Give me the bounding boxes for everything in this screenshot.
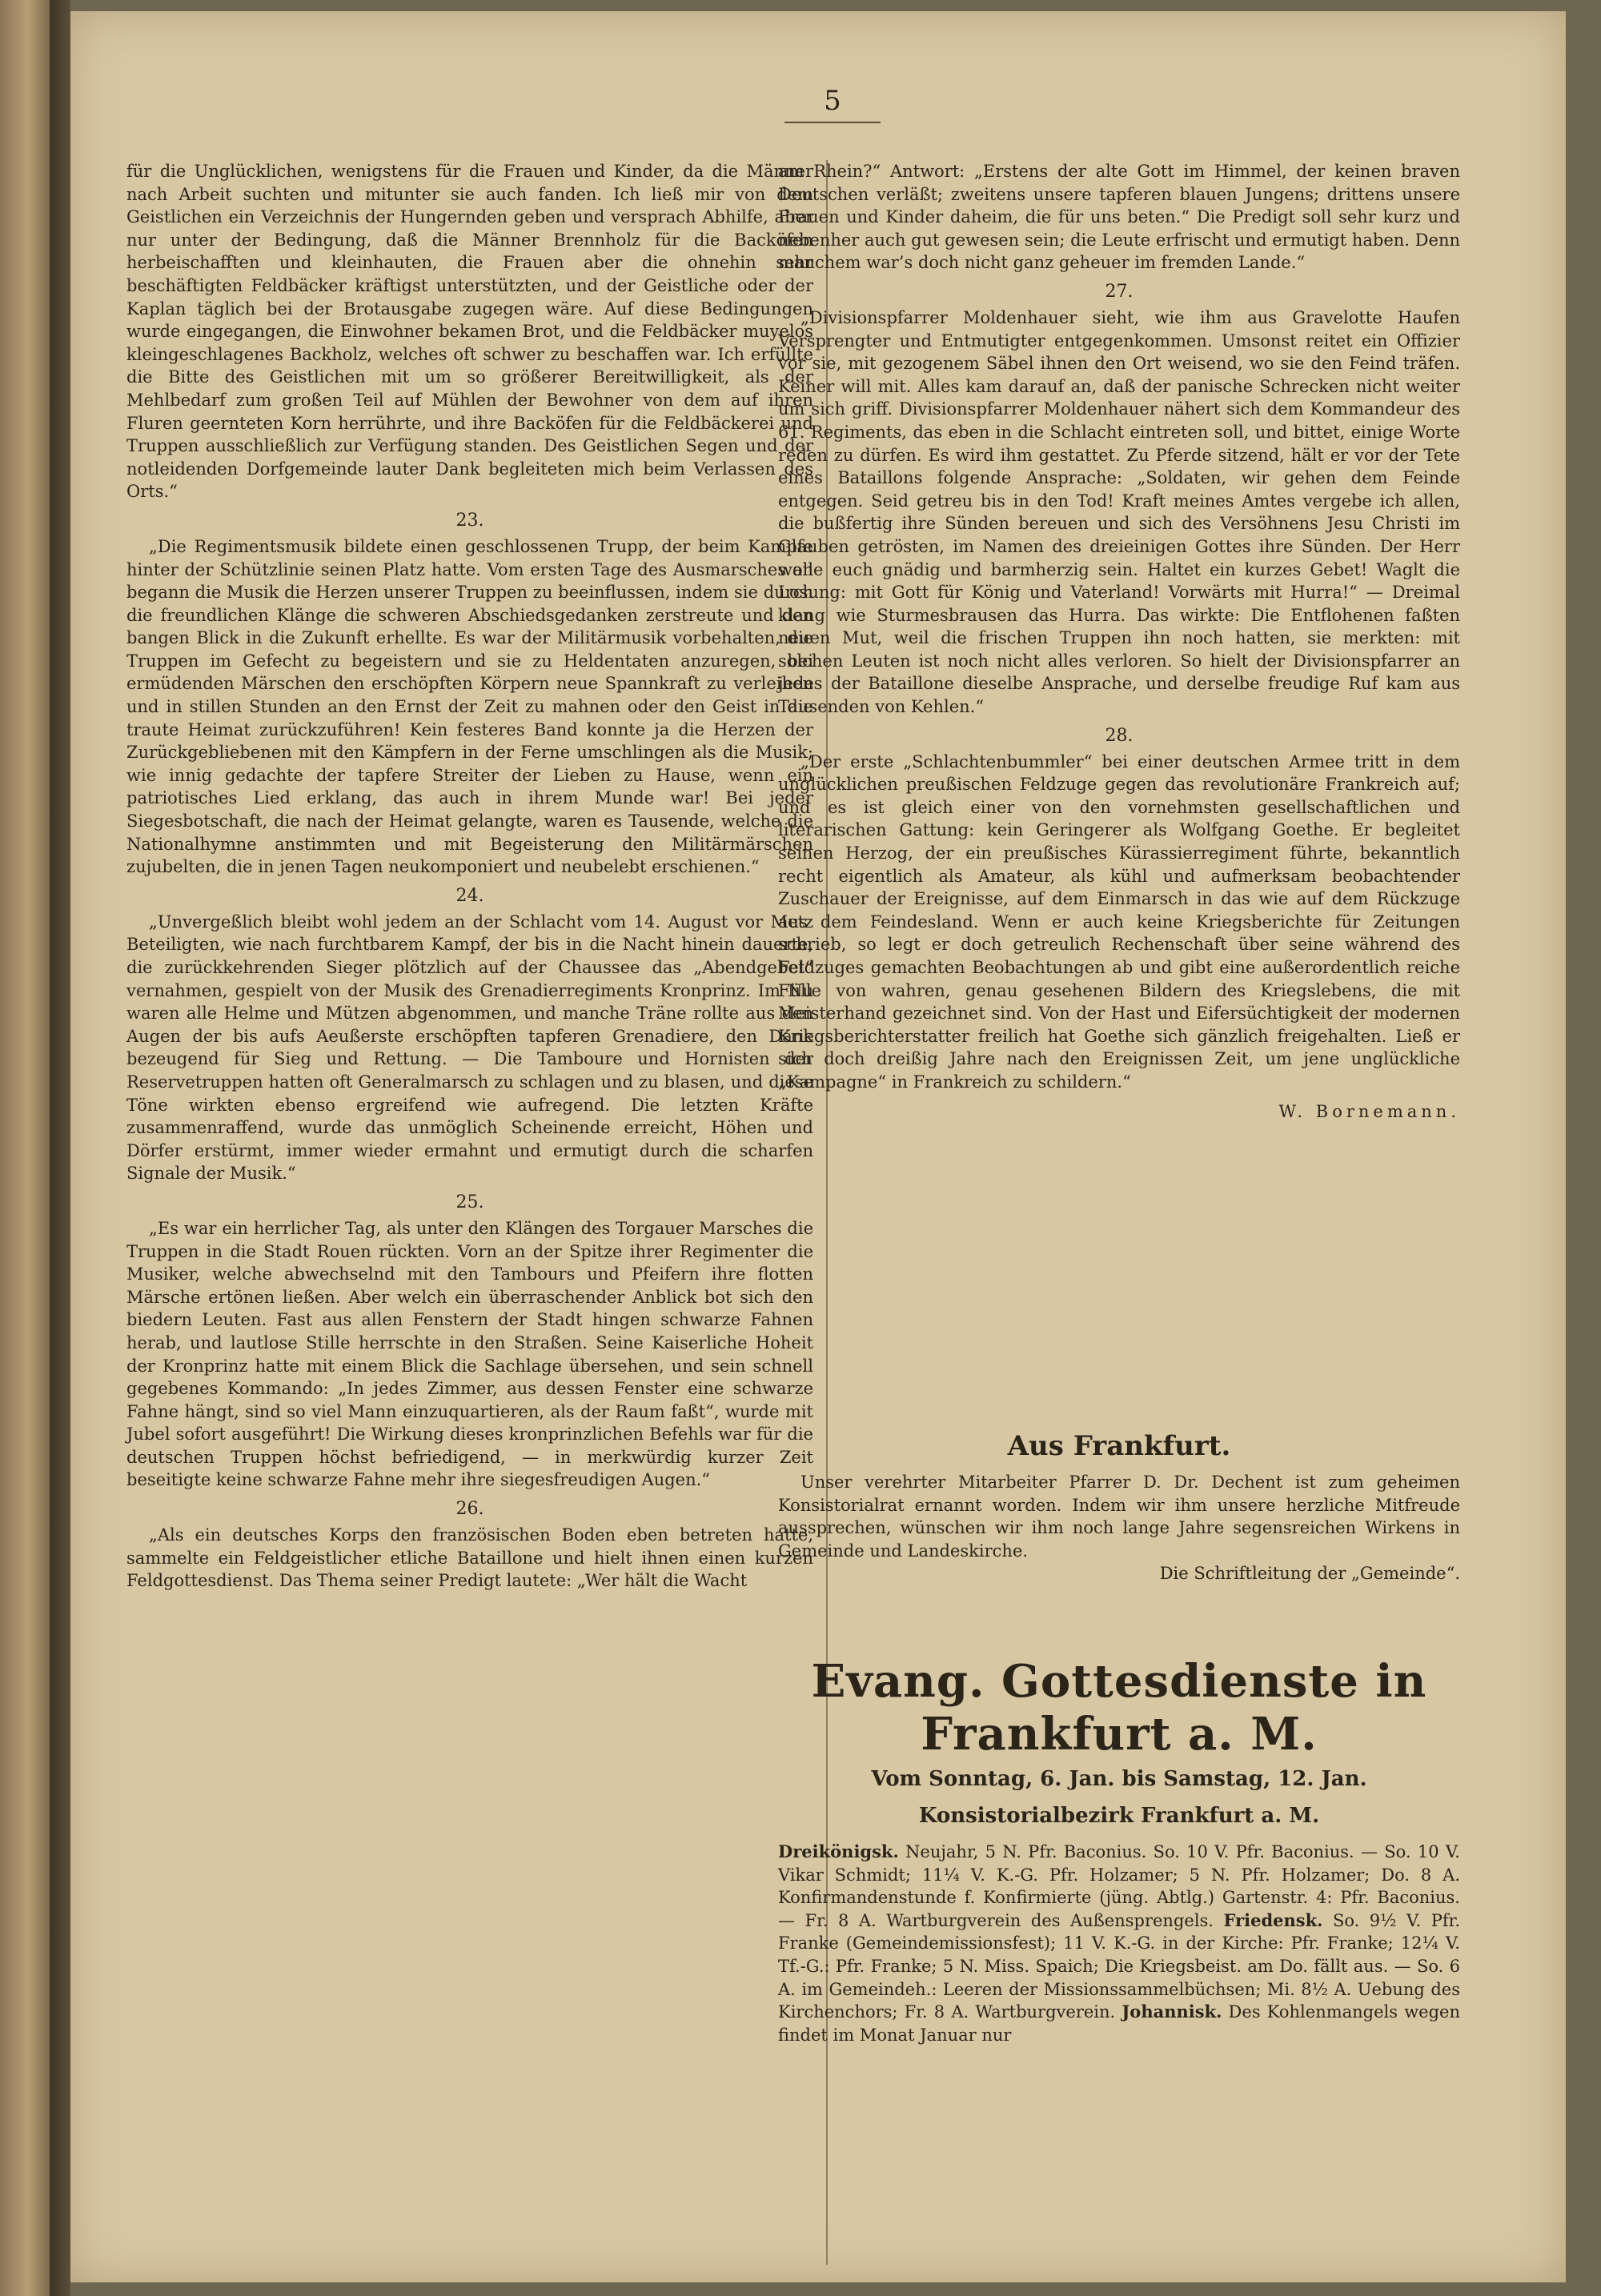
article-paragraph: „Als ein deutsches Korps den französischen Boden eben betreten hatte, sammelte ein Feldgeistlicher etliche Bataillone und hielt ihnen einen kurzen Feldgottesdienst. Das Thema seiner Predigt lautete: „Wer hält die Wacht: [126, 1525, 813, 1591]
aus-frankfurt-section: [778, 1429, 1460, 1585]
section-number: 24.: [455, 885, 484, 906]
service-times: Neujahr, 5 N. Pfr. Baconius. So. 10 V. Pfr. Baconius. — So. 10 V. Vikar Schmidt; 11¼ V. K.-G. Pfr. Holzamer; 5 N. Pfr. Holzamer; Do. 8 A. Konfirmandenstunde f. Konfirmierte (jüng. Abtlg.) Gartenstr. 4: Pfr. Baconius. — Fr. 8 A. Wartburgverein des Außensprengels.: [778, 1842, 1460, 1930]
services-date-range: Vom Sonntag, 6. Jan. bis Samstag, 12. Jan.: [871, 1767, 1367, 1791]
book-gutter: [50, 0, 70, 2296]
article-paragraph: „Die Regimentsmusik bildete einen geschlossenen Trupp, der beim Kampfe hinter der Schützlinie seinen Platz hatte. Vom ersten Tage des Ausmarsches an begann die Musik die Herzen unserer Truppen zu beeinflussen, indem sie durch die freundlichen Klänge die schweren Abschiedsgedanken zerstreute und den bangen Blick in die Zukunft erhellte. Es war der Militärmusik vorbehalten, die Truppen im Gefecht zu begeistern und sie zu Heldentaten anzuregen, bei ermüdenden Märschen den erschöpften Körpern neue Spannkraft zu verleihen und in stillen Stunden an den Ernst der Zeit zu mahnen oder den Geist in die traute Heimat zurückzuführen! Kein festeres Band konnte ja die Herzen der Zurückgebliebenen mit den Kämpfern in der Ferne umschlingen als die Musik; wie innig gedachte der tapfere Streiter der Lieben zu Hause, wenn ein patriotisches Lied erklang, das auch in ihrem Munde war! Bei jeder Siegesbotschaft, die nach der Heimat gelangte, waren es Tausende, welche die Nationalhymne anstimmten und mit Begeisterung den Militärmärschen zujubelten, die in jenen Tagen neukomponiert und neubelebt erschienen.“: [126, 536, 813, 877]
announcement-signature: Die Schriftleitung der „Gemeinde“.: [1159, 1564, 1460, 1584]
services-listing: [778, 1841, 1460, 2046]
section-number: 25.: [455, 1192, 484, 1212]
page-number: 5: [824, 85, 841, 117]
section-number: 26.: [455, 1499, 484, 1520]
section-heading: Aus Frankfurt.: [1007, 1430, 1231, 1462]
right-column: [778, 160, 1460, 1121]
church-name: Johannisk.: [1122, 2001, 1222, 2022]
page-number-rule: [784, 122, 881, 123]
service-times: So. 9½ V. Pfr. Franke (Gemeindemissionsfest); 11 V. K.-G. in der Kirche: Pfr. Franke; 12¼ V. Tf.-G.: Pfr. Franke; 5 N. Miss. Spaich; Die Kriegsbeist. am Do. fällt aus. — So. 6 A. im Gemeindeh.: Leeren der Missionssammelbüchsen; Mi. 8½ A. Uebung des Kirchenchors; Fr. 8 A. Wartburgverein.: [778, 1910, 1461, 2022]
church-name: Dreikönigsk.: [778, 1841, 899, 1861]
newspaper-page: [70, 11, 1566, 2282]
page-number-header: [768, 85, 897, 123]
section-number: 27.: [1105, 281, 1134, 302]
services-heading: Evang. Gottesdienste in Frankfurt a. M.: [811, 1655, 1427, 1761]
article-paragraph: „Unvergeßlich bleibt wohl jedem an der Schlacht vom 14. August vor Metz Beteiligten, wie nach furchtbarem Kampf, der bis in die Nacht hinein dauerte, die zurückkehrenden Sieger plötzlich auf der Chaussee das „Abendgebet“ vernahmen, gespielt von der Musik des Grenadierregiments Kronprinz. Im Nu waren alle Helme und Mützen abgenommen, und manche Träne rollte aus den Augen der bis aufs Aeußerste erschöpften tapferen Grenadiere, den Dank bezeugend für Sieg und Rettung. — Die Tamboure und Hornisten der Reservetruppen hatten oft Generalmarsch zu schlagen und zu blasen, und diese Töne wirkten ebenso ergreifend wie aufregend. Die letzten Kräfte zusammenraffend, wurde das unmöglich Scheinende erreicht, Höhen und Dörfer erstürmt, immer wieder ermahnt und ermutigt durch die scharfen Signale der Musik.“: [126, 912, 813, 1184]
article-paragraph: für die Unglücklichen, wenigstens für die Frauen und Kinder, da die Männer nach Arbeit suchten und mitunter sie auch fanden. Ich ließ mir von dem Geistlichen ein Verzeichnis der Hungernden geben und versprach Abhilfe, aber nur unter der Bedingung, daß die Männer Brennholz für die Backöfen herbeischafften und kleinhauten, die Frauen aber die ohnehin sehr beschäftigten Feldbäcker kräftigst unterstützten, und der Geistliche oder der Kaplan täglich bei der Brotausgabe zugegen wäre. Auf diese Bedingungen wurde eingegangen, die Einwohner bekamen Brot, und die Feldbäcker muyelos kleingeschlagenes Backholz, welches oft schwer zu beschaffen war. Ich erfüllte die Bitte des Geistlichen mit um so größerer Bereitwilligkeit, als der Mehlbedarf zum großen Teil auf Mühlen der Bewohner von dem auf ihren Fluren geernteten Korn herrührte, und ihre Backöfen für die Feldbäckerei und Truppen ausschließlich zur Verfügung standen. Des Geistlichen Segen und der notleidenden Dorfgemeinde lauter Dank begleiteten mich beim Verlassen des Orts.“: [126, 162, 813, 502]
section-number: 28.: [1105, 725, 1134, 746]
article-paragraph: „Es war ein herrlicher Tag, als unter den Klängen des Torgauer Marsches die Truppen in die Stadt Rouen rückten. Vorn an der Spitze ihrer Regimenter die Musiker, welche abwechselnd mit den Tambours und Pfeifern ihre flotten Märsche ertönen ließen. Aber welch ein überraschender Anblick bot sich den biedern Leuten. Fast aus allen Fenstern der Stadt hingen schwarze Fahnen herab, und lautlose Stille herrschte in den Straßen. Seine Kaiserliche Hoheit der Kronprinz hatte mit einem Blick die Sachlage übersehen, und sein schnell gegebenes Kommando: „In jedes Zimmer, aus dessen Fenster eine schwarze Fahne hängt, sind so viel Mann einzuquartieren, als der Raum faßt“, wurde mit Jubel sofort ausgeführt! Die Wirkung dieses kronprinzlichen Befehls war für die deutschen Truppen höchst befriedigend, — in merkwürdig kurzer Zeit beseitigte keine schwarze Fahne mehr ihre siegesfreudigen Augen.“: [126, 1218, 813, 1490]
article-paragraph: „Der erste „Schlachtenbummler“ bei einer deutschen Armee tritt in dem unglücklichen preußischen Feldzuge gegen das revolutionäre Frankreich auf; und es ist gleich einer von den vornehmsten gesellschaftlichen und literarischen Gattung: kein Geringerer als Wolfgang Goethe. Er begleitet seinen Herzog, der ein preußisches Kürassierregiment führte, bekanntlich recht eigentlich als Amateur, als kühl und aufmerksam beobachtender Zuschauer der Ereignisse, auf dem Einmarsch in das wie auf dem Rückzuge aus dem Feindesland. Wenn er auch keine Kriegsberichte für Zeitungen schrieb, so legt er doch getreulich Rechenschaft über seine während des Feldzuges gemachten Beobachtungen ab und gibt eine außerordentlich reiche Fülle von wahren, genau gesehenen Bildern des Kriegslebens, die mit Meisterhand gezeichnet sind. Von der Hast und Eifersüchtigkeit der modernen Kriegsberichterstatter freilich hat Goethe sich gänzlich freigehalten. Ließ er sich doch dreißig Jahre nach den Ereignissen Zeit, um jene unglückliche „Kampagne“ in Frankreich zu schildern.“: [778, 751, 1460, 1092]
service-times: Des Kohlenmangels wegen findet im Monat Januar nur: [778, 2002, 1460, 2045]
author-signature: W. Bornemann.: [1278, 1101, 1460, 1121]
services-district: Konsistorialbezirk Frankfurt a. M.: [918, 1804, 1320, 1828]
announcement-text: Unser verehrter Mitarbeiter Pfarrer D. Dr. Dechent ist zum geheimen Konsistorialrat ernannt worden. Indem wir ihm unsere herzliche Mitfreude aussprechen, wünschen wir ihm noch lange Jahre segensreichen Wirkens in Gemeinde und Landeskirche.: [778, 1473, 1460, 1561]
church-services-section: [778, 1655, 1460, 2046]
article-paragraph: „Divisionspfarrer Moldenhauer sieht, wie ihm aus Gravelotte Haufen Versprengter und Entmutigter entgegenkommen. Umsonst reitet ein Offizier vor sie, mit gezogenem Säbel ihnen den Ort weisend, wo sie den Feind träfen. Keiner will mit. Alles kam darauf an, daß der panische Schrecken nicht weiter um sich griff. Divisionspfarrer Moldenhauer nähert sich dem Kommandeur des 61. Regiments, das eben in die Schlacht eintreten soll, und bittet, einige Worte reden zu dürfen. Es wird ihm gestattet. Zu Pferde sitzend, hält er vor der Tete eines Bataillons folgende Ansprache: „Soldaten, wir gehen dem Feinde entgegen. Seid getreu bis in den Tod! Kraft meines Amtes vergebe ich allen, die bußfertig ihre Sünden bereuen und sich des Versöhnens Jesu Christi im Glauben getrösten, im Namen des dreieinigen Gottes ihre Sünden. Der Herr wolle euch gnädig und barmherzig sein. Haltet ein kurzes Gebet! Waglt die Losung: mit Gott für König und Vaterland! Vorwärts mit Hurra!“ — Dreimal klang wie Sturmesbrausen das Hurra. Das wirkte: Die Entflohenen faßten neuen Mut, weil die frischen Truppen ihn noch hatten, sie merkten: mit solchen Leuten ist noch nicht alles verloren. So hielt der Divisionspfarrer an jedes der Bataillone dieselbe Ansprache, und derselbe freudige Ruf kam aus Tausenden von Kehlen.“: [778, 307, 1460, 717]
article-paragraph: am Rhein?“ Antwort: „Erstens der alte Gott im Himmel, der keinen braven Deutschen verläßt; zweitens unsere tapferen blauen Jungens; drittens unsere Frauen und Kinder daheim, die für uns beten.“ Die Predigt soll sehr kurz und nebenher auch gut gewesen sein; die Leute erfrischt und ermutigt haben. Denn manchem war’s doch nicht ganz geheuer im fremden Lande.“: [778, 162, 1460, 273]
left-column: [126, 160, 813, 2273]
previous-page-edge: [0, 0, 50, 2296]
church-name: Friedensk.: [1223, 1909, 1323, 1930]
section-number: 23.: [455, 510, 484, 531]
